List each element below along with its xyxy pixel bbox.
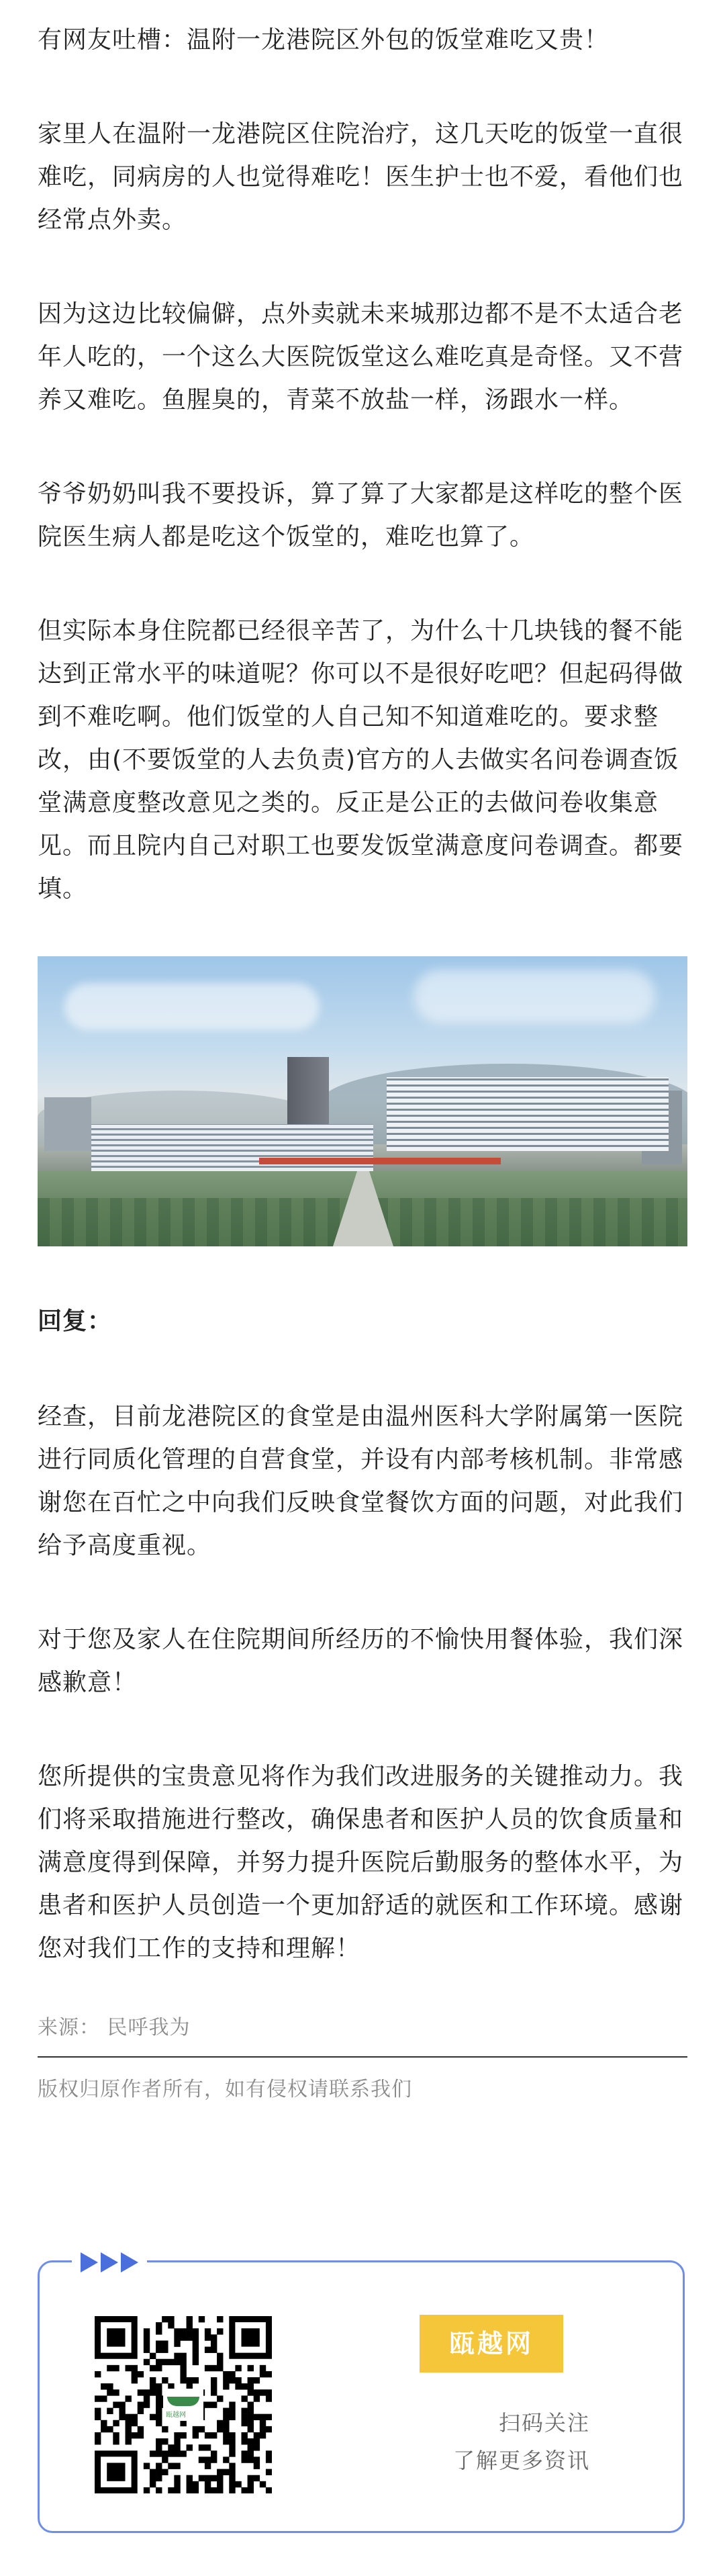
- hospital-photo: [38, 956, 687, 1246]
- source-line: 来源： 民呼我为: [38, 2015, 687, 2058]
- complaint-paragraph: 但实际本身住院都已经很辛苦了，为什么十几块钱的餐不能达到正常水平的味道呢？你可以不是很好吃吧？但起码得做到不难吃啊。他们饭堂的人自己知不知道难吃的。要求整改，由(不要饭堂的人去负责)官方的人去做实名问卷调查饭堂满意度整改意见之类的。反正是公正的去做问卷收集意见。而且院内自己对职工也要发饭堂满意度问卷调查。都要填。: [38, 617, 684, 903]
- complaint-paragraph: 家里人在温附一龙港院区住院治疗，这几天吃的饭堂一直很难吃，同病房的人也觉得难吃！医生护士也不爱，看他们也经常点外卖。: [38, 120, 684, 234]
- reply-paragraph: 对于您及家人在住院期间所经历的不愉快用餐体验，我们深感歉意！: [38, 1626, 684, 1696]
- chevron-arrows-icon: [72, 2252, 147, 2273]
- follow-card: [38, 2260, 685, 2533]
- complaint-paragraph: 因为这边比较偏僻，点外卖就未来城那边都不是不太适合老年人吃的，一个这么大医院饭堂这么难吃真是奇怪。又不营养又难吃。鱼腥臭的，青菜不放盐一样，汤跟水一样。: [38, 300, 684, 414]
- reply-heading: 回复：: [38, 1307, 113, 1335]
- intro-paragraph: 有网友吐槽：温附一龙港院区外包的饭堂难吃又贵！: [38, 26, 610, 54]
- reply-paragraph: 您所提供的宝贵意见将作为我们改进服务的关键推动力。我们将采取措施进行整改，确保患者和医护人员的饮食质量和满意度得到保障，并努力提升医院后勤服务的整体水平，为患者和医护人员创造一个更加舒适的就医和工作环境。感谢您对我们工作的支持和理解！: [38, 1763, 684, 1962]
- qr-code[interactable]: [95, 2316, 272, 2493]
- brand-badge: 瓯越网: [420, 2315, 563, 2373]
- copyright-notice: 版权归原作者所有，如有侵权请联系我们: [38, 2078, 412, 2101]
- complaint-paragraph: 爷爷奶奶叫我不要投诉，算了算了大家都是这样吃的整个医院医生病人都是吃这个饭堂的，难吃也算了。: [38, 480, 684, 551]
- reply-paragraph: 经查，目前龙港院区的食堂是由温州医科大学附属第一医院进行同质化管理的自营食堂，并设有内部考核机制。非常感谢您在百忙之中向我们反映食堂餐饮方面的问题，对此我们给予高度重视。: [38, 1403, 684, 1559]
- more-info-text: 了解更多资讯: [452, 2448, 590, 2473]
- article-body: [38, 19, 687, 2103]
- follow-text: 扫码关注: [498, 2410, 590, 2436]
- brand-logo-icon: 瓯越网: [163, 2389, 203, 2421]
